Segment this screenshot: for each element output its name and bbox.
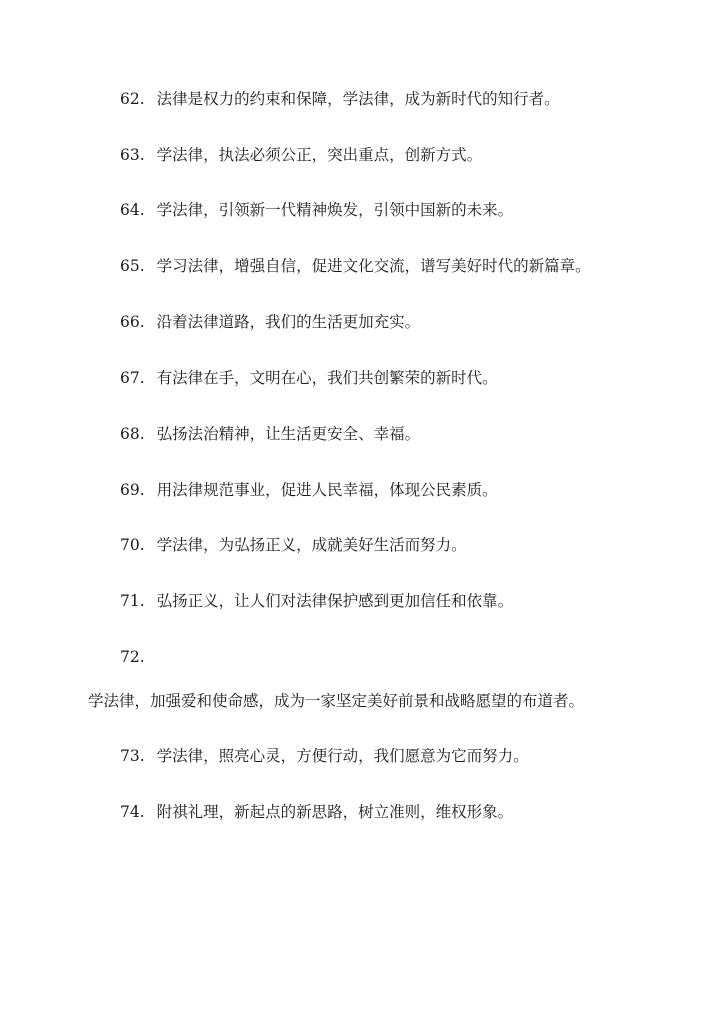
item-number: 63. xyxy=(120,146,145,164)
item-number: 62. xyxy=(120,90,145,108)
list-item xyxy=(120,590,680,612)
item-number: 74. xyxy=(120,803,145,821)
item-text: 学法律，执法必须公正，突出重点，创新方式。 xyxy=(156,146,483,164)
list-item-continuation: 学法律，加强爱和使命感，成为一家坚定美好前景和战略愿望的布道者。 xyxy=(88,692,585,710)
list-item xyxy=(120,311,680,333)
item-number: 67. xyxy=(120,369,145,387)
list-item xyxy=(120,423,680,445)
list-item xyxy=(120,144,680,166)
item-number: 65. xyxy=(120,257,145,275)
list-item xyxy=(120,745,680,767)
item-text: 法律是权力的约束和保障，学法律，成为新时代的知行者。 xyxy=(156,90,560,108)
item-number: 72. xyxy=(120,648,145,666)
list-item xyxy=(120,88,680,110)
item-number: 68. xyxy=(120,425,145,443)
list-item xyxy=(120,534,680,556)
list-item xyxy=(120,801,680,823)
item-number: 71. xyxy=(120,592,145,610)
list-item xyxy=(120,367,680,389)
list-item xyxy=(120,255,680,277)
list-item xyxy=(120,479,680,501)
item-number: 73. xyxy=(120,747,145,765)
item-text: 学法律，引领新一代精神焕发，引领中国新的未来。 xyxy=(156,201,514,219)
item-number: 64. xyxy=(120,201,145,219)
item-number: 69. xyxy=(120,481,145,499)
item-number: 70. xyxy=(120,536,145,554)
item-text: 有法律在手，文明在心，我们共创繁荣的新时代。 xyxy=(156,369,498,387)
item-text: 学法律，照亮心灵，方便行动，我们愿意为它而努力。 xyxy=(156,747,529,765)
item-text: 用法律规范事业，促进人民幸福，体现公民素质。 xyxy=(156,481,498,499)
item-text: 弘扬法治精神，让生活更安全、幸福。 xyxy=(156,425,421,443)
item-number: 66. xyxy=(120,313,145,331)
item-text: 弘扬正义，让人们对法律保护感到更加信任和依靠。 xyxy=(156,592,514,610)
list-item xyxy=(120,646,680,668)
item-text: 沿着法律道路，我们的生活更加充实。 xyxy=(156,313,421,331)
item-text: 学法律，为弘扬正义，成就美好生活而努力。 xyxy=(156,536,467,554)
item-text: 学习法律，增强自信，促进文化交流，谱写美好时代的新篇章。 xyxy=(156,257,591,275)
item-text: 附祺礼理，新起点的新思路，树立准则，维权形象。 xyxy=(156,803,514,821)
list-item xyxy=(120,199,680,221)
